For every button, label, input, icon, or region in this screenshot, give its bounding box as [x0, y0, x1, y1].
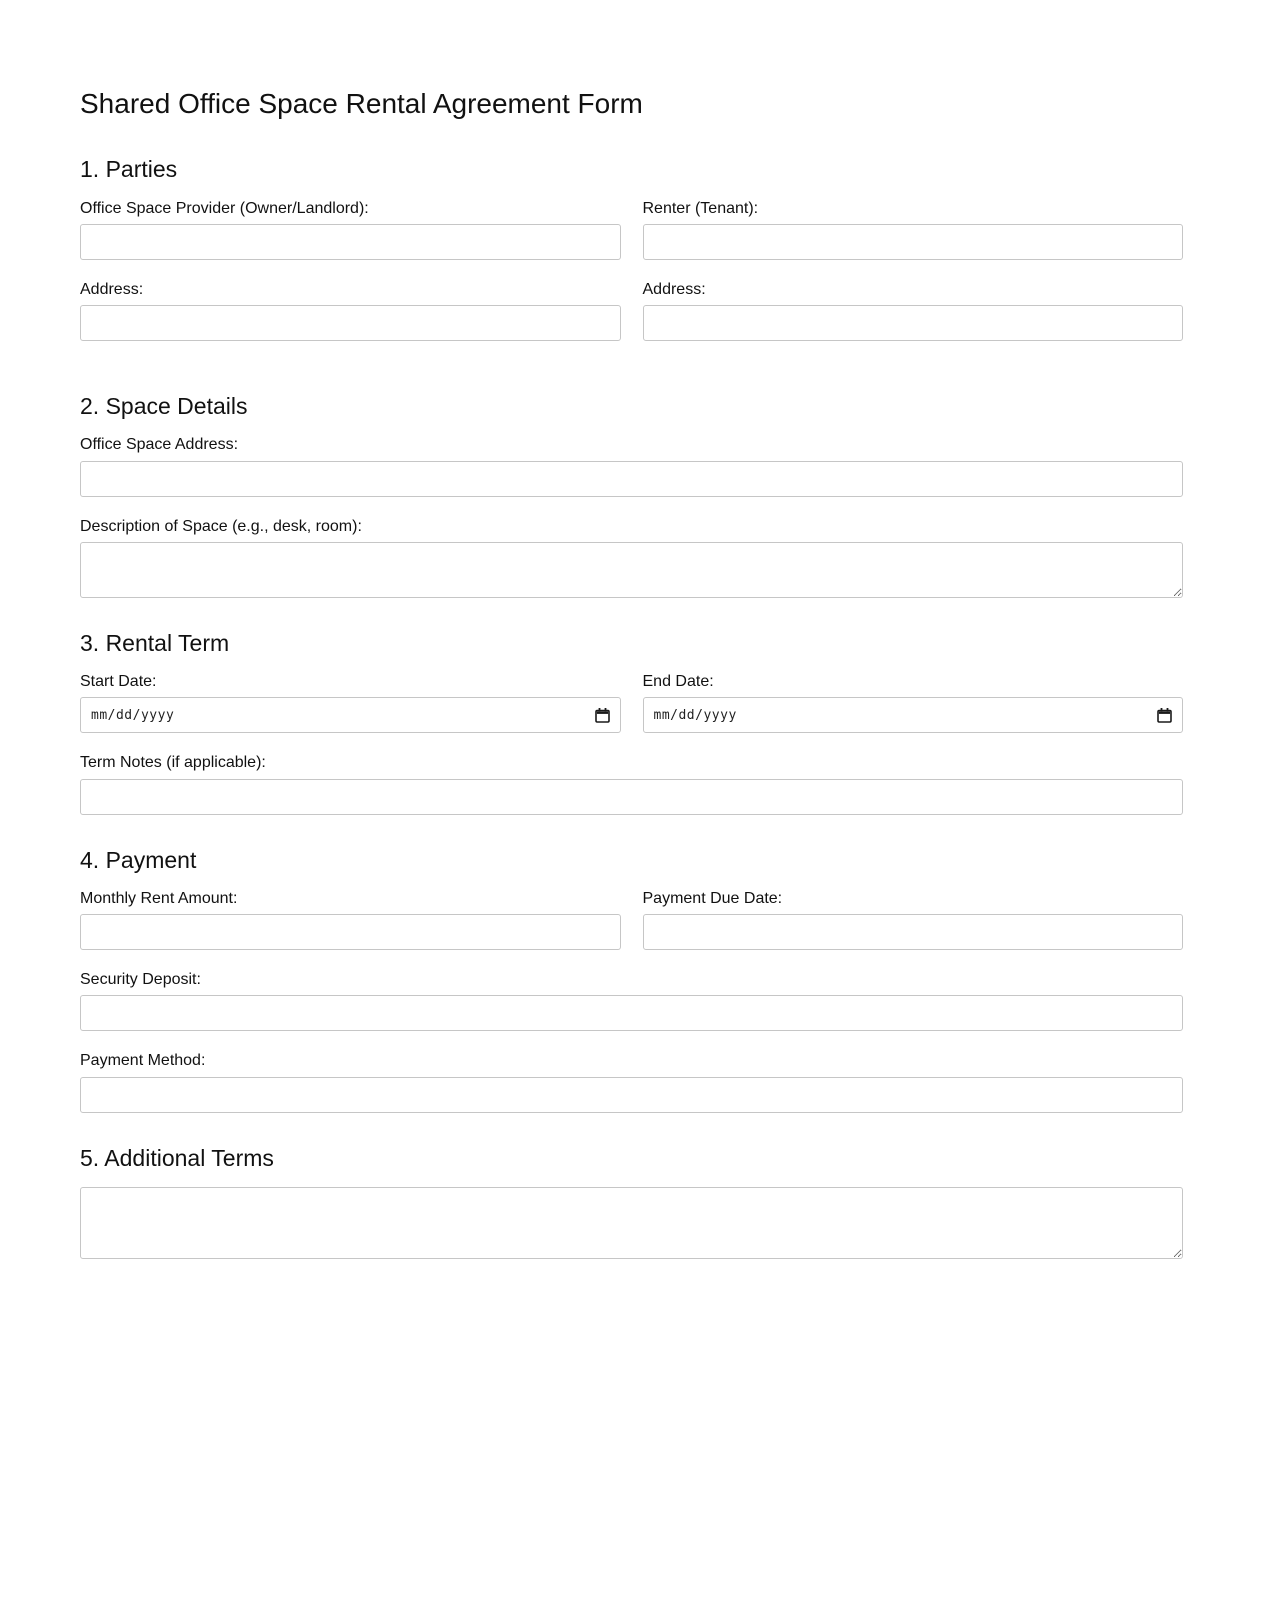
start-date-input[interactable] [80, 697, 621, 733]
field-term-notes [80, 753, 1183, 814]
section-additional-terms-heading: 5. Additional Terms [80, 1144, 274, 1171]
field-payment-method [80, 1051, 1183, 1112]
start-date-label: Start Date: [80, 673, 157, 691]
page-title: Shared Office Space Rental Agreement Form [80, 88, 643, 119]
security-deposit-label: Security Deposit: [80, 971, 201, 989]
payment-due-date-input[interactable] [643, 914, 1184, 950]
additional-terms-textarea[interactable] [80, 1187, 1183, 1259]
monthly-rent-input[interactable] [80, 914, 621, 950]
field-renter [643, 199, 1184, 260]
field-office-space-address [80, 435, 1183, 496]
field-monthly-rent [80, 889, 621, 950]
term-notes-input[interactable] [80, 779, 1183, 815]
field-space-description [80, 517, 1183, 598]
payment-method-input[interactable] [80, 1077, 1183, 1113]
provider-input[interactable] [80, 224, 621, 260]
section-space-details [80, 393, 1183, 598]
section-payment [80, 847, 1183, 1113]
office-space-address-label: Office Space Address: [80, 436, 239, 454]
start-date-placeholder: mm/dd/yyyy [91, 707, 175, 723]
field-renter-address [643, 280, 1184, 341]
section-parties [80, 156, 1183, 361]
field-payment-due-date [643, 889, 1184, 950]
end-date-input[interactable] [643, 697, 1184, 733]
renter-input[interactable] [643, 224, 1184, 260]
provider-label: Office Space Provider (Owner/Landlord): [80, 199, 369, 217]
section-rental-term-heading: 3. Rental Term [80, 629, 230, 656]
section-space-details-heading: 2. Space Details [80, 393, 248, 419]
section-additional-terms [80, 1145, 1183, 1259]
field-additional-terms [80, 1187, 1183, 1259]
provider-address-input[interactable] [80, 305, 621, 341]
end-date-label: End Date: [642, 673, 714, 691]
field-security-deposit [80, 970, 1183, 1031]
section-parties-heading: 1. Parties [80, 156, 178, 183]
payment-due-date-label: Payment Due Date: [642, 890, 783, 908]
section-rental-term [80, 630, 1183, 815]
field-provider-address [80, 280, 621, 341]
security-deposit-input[interactable] [80, 995, 1183, 1031]
monthly-rent-label: Monthly Rent Amount: [80, 890, 238, 908]
payment-method-label: Payment Method: [80, 1052, 206, 1070]
section-payment-heading: 4. Payment [80, 846, 197, 873]
office-space-address-input[interactable] [80, 461, 1183, 497]
field-start-date [80, 672, 621, 733]
field-provider [80, 199, 621, 260]
renter-address-label: Address: [642, 280, 706, 298]
field-end-date [643, 672, 1184, 733]
renter-label: Renter (Tenant): [642, 199, 759, 217]
end-date-placeholder: mm/dd/yyyy [653, 707, 737, 723]
provider-address-label: Address: [80, 280, 144, 298]
space-description-label: Description of Space (e.g., desk, room): [80, 517, 362, 535]
space-description-textarea[interactable] [80, 542, 1183, 598]
calendar-icon[interactable] [1156, 707, 1173, 724]
calendar-icon[interactable] [594, 707, 611, 724]
renter-address-input[interactable] [643, 305, 1184, 341]
term-notes-label: Term Notes (if applicable): [80, 754, 266, 772]
